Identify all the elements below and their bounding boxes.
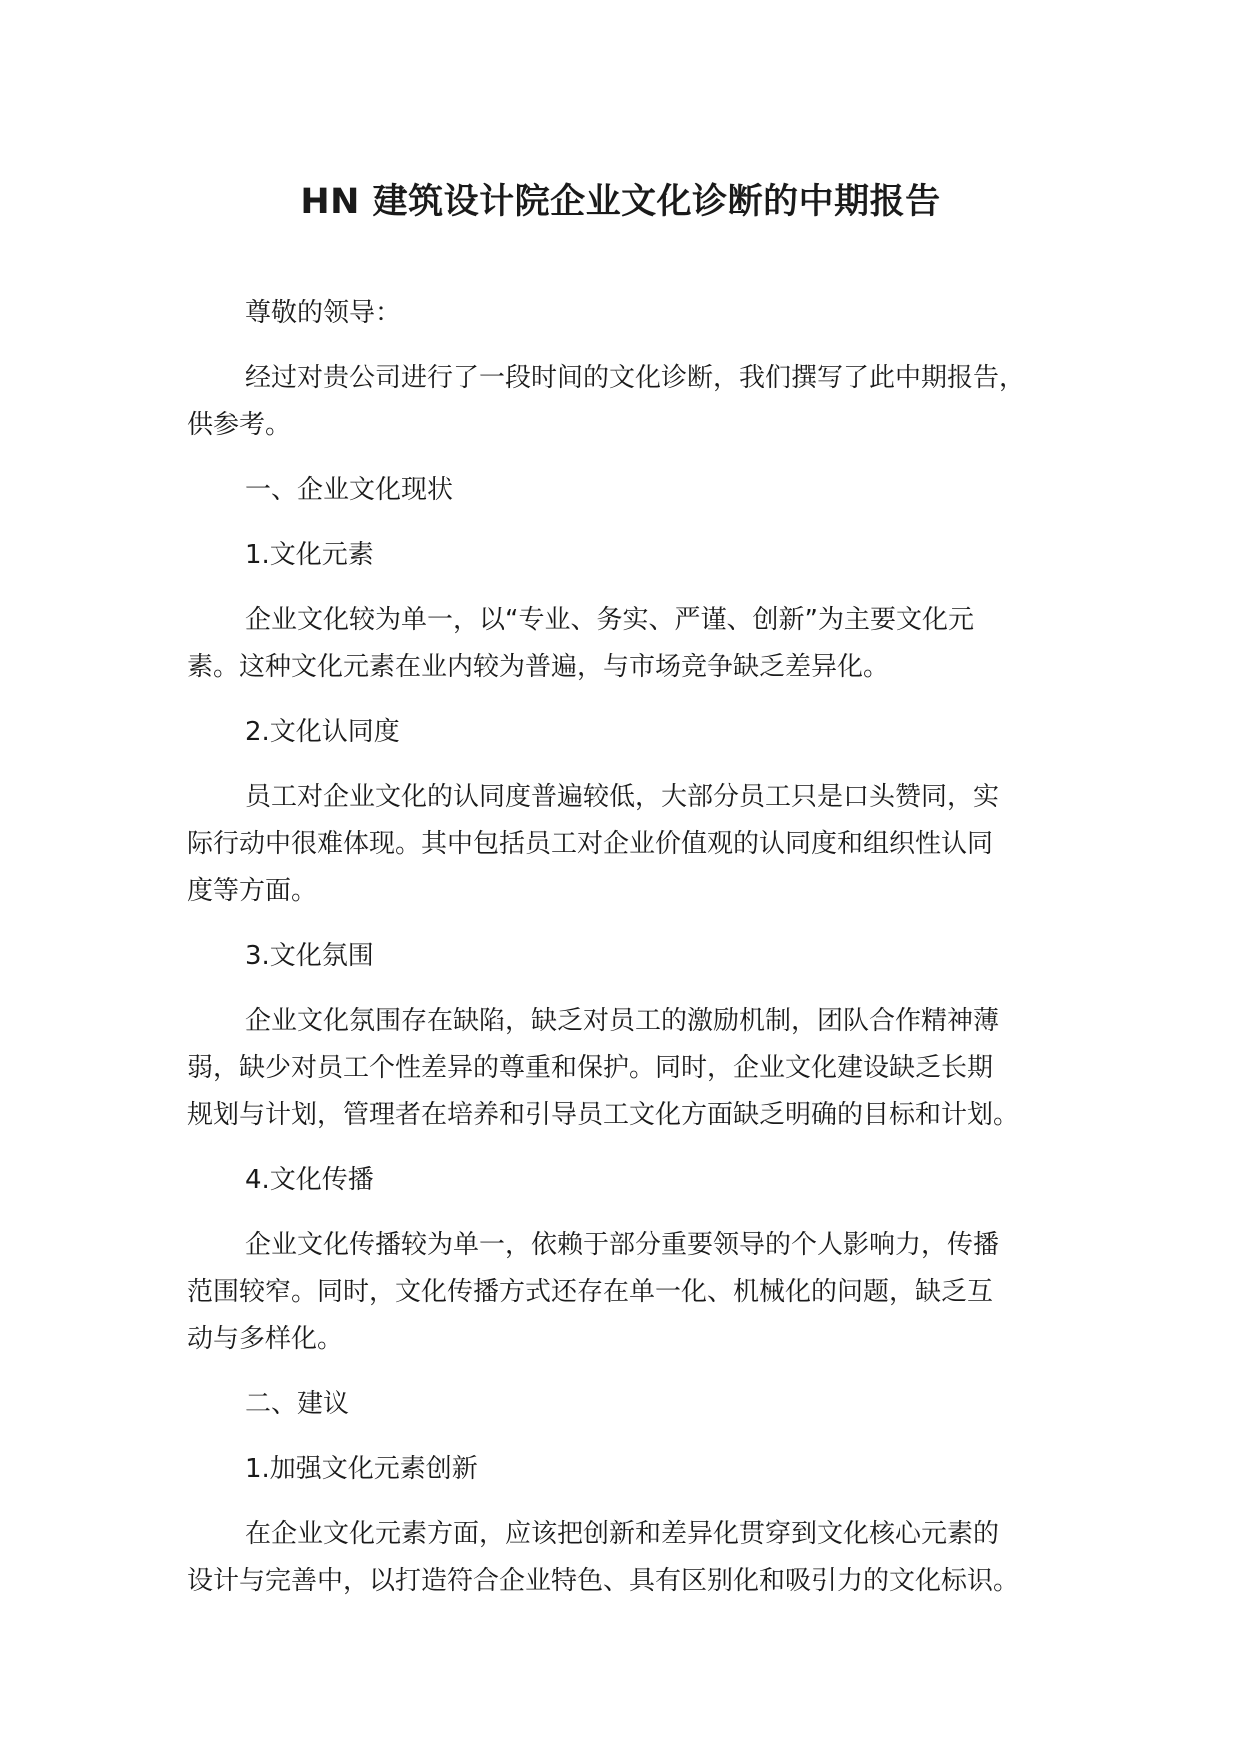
paragraph-element-innovation: 在企业文化元素方面，应该把创新和差异化贯穿到文化核心元素的 设计与完善中，以打造符合企业特色、具有区别化和吸引力的文化标识。: [187, 1519, 1020, 1596]
document-body: [187, 290, 1077, 1623]
intro-paragraph: 经过对贵公司进行了一段时间的文化诊断，我们撰写了此中期报告， 供参考。: [187, 363, 1026, 440]
section-heading-2: 二、建议: [245, 1389, 350, 1419]
paragraph-culture-atmosphere: 企业文化氛围存在缺陷，缺乏对员工的激励机制，团队合作精神薄 弱，缺少对员工个性差异的尊重和保护。同时，企业文化建设缺乏长期 规划与计划，管理者在培养和引导员工文化方面缺乏明确的目标和计划。: [187, 1006, 1020, 1130]
item-heading-culture-atmosphere: 3.文化氛围: [245, 941, 374, 971]
document-title: HN 建筑设计院企业文化诊断的中期报告: [300, 182, 941, 222]
item-heading-element-innovation: 1.加强文化元素创新: [245, 1454, 478, 1484]
paragraph-culture-identification: 员工对企业文化的认同度普遍较低，大部分员工只是口头赞同，实 际行动中很难体现。其中包括员工对企业价值观的认同度和组织性认同 度等方面。: [187, 782, 1000, 906]
item-heading-culture-elements: 1.文化元素: [245, 540, 374, 570]
section-heading-1: 一、企业文化现状: [245, 475, 454, 505]
paragraph-culture-communication: 企业文化传播较为单一，依赖于部分重要领导的个人影响力，传播 范围较窄。同时，文化传播方式还存在单一化、机械化的问题，缺乏互 动与多样化。: [187, 1230, 1000, 1354]
salutation: 尊敬的领导：: [245, 298, 402, 328]
item-heading-culture-identification: 2.文化认同度: [245, 717, 400, 747]
paragraph-culture-elements: 企业文化较为单一，以“专业、务实、严谨、创新”为主要文化元 素。这种文化元素在业内较为普遍，与市场竞争缺乏差异化。: [187, 605, 974, 682]
item-heading-culture-communication: 4.文化传播: [245, 1165, 374, 1195]
